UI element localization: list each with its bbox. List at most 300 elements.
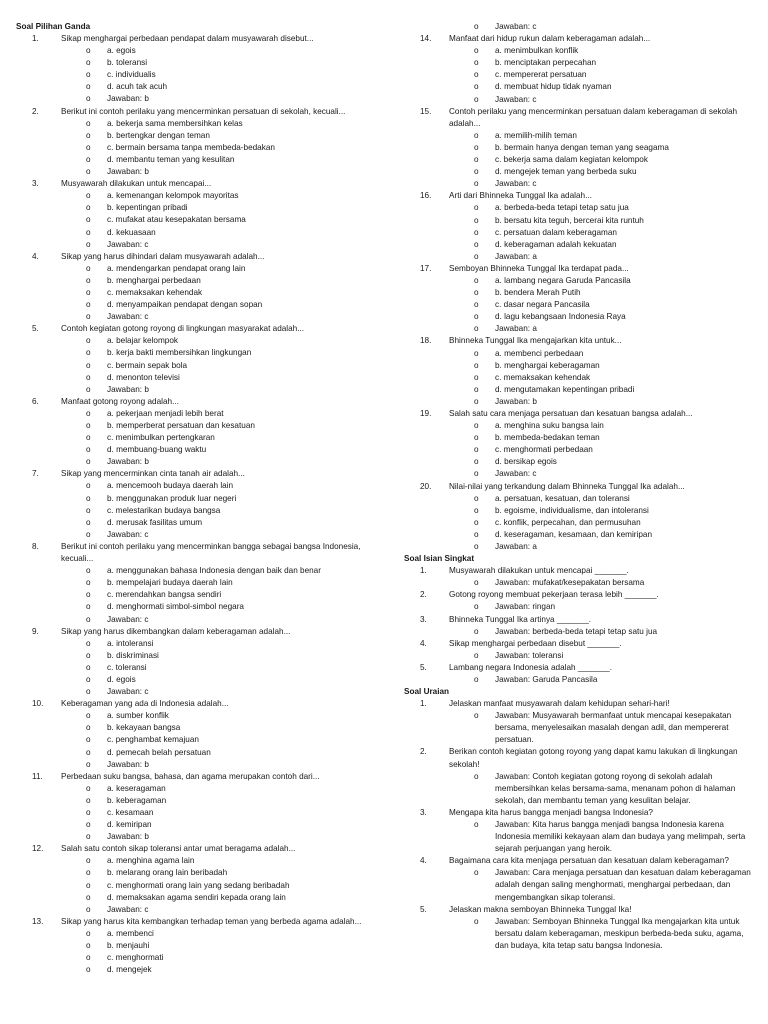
question-stem (16, 178, 362, 190)
option-text: c. bekerja sama dalam kegiatan kelompok (495, 155, 648, 165)
option-text: b. bersatu kita teguh, bercerai kita runtuh (495, 215, 644, 225)
option-text: d. merusak fasilitas umum (107, 517, 203, 527)
option-list (404, 493, 752, 553)
option-text: a. persatuan, kesatuan, dan toleransi (495, 493, 630, 503)
question-stem (404, 807, 752, 819)
option (16, 57, 362, 69)
option (16, 444, 362, 456)
bullet-icon: o (86, 336, 91, 346)
mc-question-list-right (404, 33, 752, 553)
option-text: Jawaban: b (107, 457, 149, 467)
option-text: b. egoisme, individualisme, dan intoleransi (495, 505, 649, 515)
option-text: d. menyampaikan pendapat dengan sopan (107, 300, 263, 310)
option-text: d. membuat hidup tidak nyaman (495, 82, 612, 92)
option-text: a. kemenangan kelompok mayoritas (107, 191, 239, 201)
bullet-icon: o (86, 517, 91, 527)
question-text: Berikut ini contoh perilaku yang mencerminkan persatuan di sekolah, kecuali... (61, 106, 346, 116)
question-number: 2. (32, 106, 39, 116)
answer-text: Jawaban: toleransi (495, 650, 564, 660)
question-item (16, 396, 362, 469)
bullet-icon: o (474, 396, 479, 406)
bullet-icon: o (474, 384, 479, 394)
option (404, 529, 752, 541)
bullet-icon: o (86, 203, 91, 213)
option (16, 662, 362, 674)
answer-text: Jawaban: Garuda Pancasila (495, 674, 598, 684)
option-text: b. menggunakan produk luar negeri (107, 493, 237, 503)
option-list (16, 783, 362, 843)
option (16, 747, 362, 759)
option (16, 589, 362, 601)
option-text: c. menimbulkan pertengkaran (107, 433, 215, 443)
option-text: Jawaban: b (107, 384, 149, 394)
bullet-icon: o (86, 46, 91, 56)
option (404, 239, 752, 251)
question-number: 5. (32, 324, 39, 334)
question-stem (404, 638, 752, 650)
option (16, 299, 362, 311)
question-item (16, 916, 362, 976)
option (404, 57, 752, 69)
bullet-icon: o (86, 275, 91, 285)
option-list (404, 202, 752, 262)
option (404, 251, 752, 263)
option (16, 360, 362, 372)
option-text: c. kesamaan (107, 808, 154, 817)
bullet-icon: o (86, 70, 91, 80)
option (16, 565, 362, 577)
option (404, 215, 752, 227)
question-text: Berikan contoh kegiatan gotong royong yang dapat kamu lakukan di lingkungan sekolah! (449, 747, 738, 769)
bullet-icon: o (86, 384, 91, 394)
option (16, 880, 362, 892)
option-text: d. lagu kebangsaan Indonesia Raya (495, 312, 626, 322)
option (16, 154, 362, 166)
option-text: b. menghargai keberagaman (495, 360, 600, 370)
option-text: a. menimbulkan konflik (495, 46, 579, 56)
option (16, 964, 362, 976)
bullet-icon: o (86, 215, 91, 225)
question-stem (404, 106, 752, 130)
option (404, 360, 752, 372)
question-number: 2. (420, 590, 427, 600)
option (16, 831, 362, 843)
question-stem (404, 335, 752, 347)
question-text: Salah satu contoh sikap toleransi antar umat beragama adalah... (61, 844, 296, 854)
question-stem (16, 771, 362, 783)
answer-text: Jawaban: Contoh kegiatan gotong royong di sekolah adalah membersihkan kelas bersama-sama, menanam pohon di halaman sekolah, dan membantu teman yang kesulitan belajar. (495, 771, 736, 805)
option-text: a. membenci (107, 928, 154, 938)
option-text: c. toleransi (107, 662, 147, 672)
question-item (404, 190, 752, 263)
bullet-icon: o (474, 251, 479, 261)
option-text: b. menjauhi (107, 941, 150, 951)
section-title-pilihan-ganda: Soal Pilihan Ganda (16, 22, 91, 31)
bullet-icon: o (86, 590, 91, 600)
option-text: a. belajar kelompok (107, 336, 178, 346)
option-text: a. egois (107, 46, 136, 56)
option-text: c. merendahkan bangsa sendiri (107, 590, 222, 600)
option (16, 93, 362, 105)
bullet-icon: o (86, 662, 91, 672)
question-number: 15. (420, 106, 432, 116)
option (16, 650, 362, 662)
option (16, 710, 362, 722)
option (16, 190, 362, 202)
option (404, 456, 752, 468)
question-text: Contoh kegiatan gotong royong di lingkungan masyarakat adalah... (61, 324, 305, 334)
bullet-icon: o (86, 965, 91, 975)
option-text: c. penghambat kemajuan (107, 735, 199, 745)
question-stem (404, 904, 752, 916)
option-text: b. mempelajari budaya daerah lain (107, 578, 233, 588)
question-text: Manfaat gotong royong adalah... (61, 396, 179, 406)
question-stem (16, 106, 362, 118)
option (404, 275, 752, 287)
bullet-icon: o (86, 674, 91, 684)
bullet-icon: o (86, 227, 91, 237)
question-item (404, 662, 752, 686)
option-text: Jawaban: c (107, 614, 149, 624)
option (404, 227, 752, 239)
option-text: Jawaban: c (495, 94, 537, 104)
bullet-icon: o (474, 493, 479, 503)
question-number: 10. (32, 699, 44, 709)
bullet-icon: o (86, 433, 91, 443)
option (404, 396, 752, 408)
option-text: d. mengejek teman yang berbeda suku (495, 167, 637, 177)
option (16, 722, 362, 734)
bullet-icon: o (86, 820, 91, 830)
option-text: d. egois (107, 674, 136, 684)
bullet-icon: o (86, 711, 91, 721)
option-list (16, 263, 362, 323)
bullet-icon: o (86, 735, 91, 745)
bullet-icon: o (86, 167, 91, 177)
bullet-icon: o (86, 566, 91, 576)
bullet-icon: o (474, 167, 479, 177)
question-text: Musyawarah dilakukan untuk mencapai _______. (449, 566, 629, 576)
question-stem (16, 626, 362, 638)
option-text: c. melestarikan budaya bangsa (107, 505, 221, 515)
question-text: Salah satu cara menjaga persatuan dan kesatuan bangsa adalah... (449, 409, 693, 418)
option-text: a. menghina suku bangsa lain (495, 421, 604, 431)
option-text: c. individualis (107, 70, 156, 80)
bullet-icon: o (86, 892, 91, 902)
answer (404, 771, 752, 807)
question-number: 17. (420, 263, 432, 273)
option-list (16, 710, 362, 770)
question-item (16, 468, 362, 541)
option-text: Jawaban: b (495, 396, 537, 406)
option (404, 432, 752, 444)
question-item (16, 698, 362, 771)
option (16, 855, 362, 867)
question-number: 3. (32, 179, 39, 189)
answer (404, 626, 752, 638)
option (404, 154, 752, 166)
option-text: a. sumber konflik (107, 711, 169, 721)
option-text: Jawaban: c (107, 687, 149, 697)
option-text: d. kemiripan (107, 820, 152, 830)
option-text: b. keberagaman (107, 795, 167, 805)
option (16, 601, 362, 613)
bullet-icon: o (86, 142, 91, 152)
bullet-icon: o (86, 263, 91, 273)
bullet-icon: o (474, 300, 479, 310)
option-text: d. menonton televisi (107, 372, 180, 382)
question-item (16, 323, 362, 396)
option (404, 142, 752, 154)
answer-text: Jawaban: mufakat/kesepakatan bersama (495, 578, 645, 588)
bullet-icon: o (474, 275, 479, 285)
option (16, 456, 362, 468)
option-list (16, 118, 362, 178)
option (404, 45, 752, 57)
option-text: c. mufakat atau kesepakatan bersama (107, 215, 246, 225)
option-text: a. memilih-milih teman (495, 130, 577, 140)
option-text: d. acuh tak acuh (107, 82, 168, 92)
answer (404, 650, 752, 662)
option (16, 81, 362, 93)
question-item (404, 565, 752, 589)
option (16, 493, 362, 505)
bullet-icon: o (86, 783, 91, 793)
answer-text: Jawaban: Musyawarah bermanfaat untuk mencapai kesepakatan bersama, menyelesaikan masalah dengan adil, dan mempererat persatuan. (495, 711, 732, 745)
bullet-icon: o (474, 771, 479, 781)
option-text: b. melarang orang lain beribadah (107, 868, 228, 878)
bullet-icon: o (86, 578, 91, 588)
question-number: 12. (32, 844, 44, 854)
option (16, 239, 362, 251)
option (404, 517, 752, 529)
question-stem (16, 541, 362, 565)
question-stem (404, 855, 752, 867)
question-item (16, 843, 362, 916)
answer (404, 674, 752, 686)
option (404, 323, 752, 335)
answer-text: Jawaban: berbeda-beda tetapi tetap satu jua (495, 626, 658, 636)
option-text: Jawaban: a (495, 542, 537, 552)
option-text: a. lambang negara Garuda Pancasila (495, 275, 631, 285)
bullet-icon: o (86, 481, 91, 491)
option (16, 118, 362, 130)
question-item (404, 481, 752, 554)
option (16, 408, 362, 420)
option (404, 299, 752, 311)
option-text: b. membeda-bedakan teman (495, 433, 600, 443)
bullet-icon: o (86, 493, 91, 503)
bullet-icon: o (474, 517, 479, 527)
bullet-icon: o (86, 457, 91, 467)
answer (404, 601, 752, 613)
question-item (404, 263, 752, 336)
option (404, 444, 752, 456)
answer (404, 867, 752, 903)
question-number: 1. (420, 566, 427, 576)
option-list (16, 565, 362, 625)
question-stem (404, 614, 752, 626)
option-text: c. mempererat persatuan (495, 70, 587, 80)
bullet-icon: o (474, 820, 479, 829)
option-text: b. diskriminasi (107, 650, 159, 660)
option-text: b. menciptakan perpecahan (495, 58, 597, 68)
option-text: Jawaban: c (495, 22, 537, 31)
bullet-icon: o (474, 529, 479, 539)
question-number: 3. (420, 614, 427, 624)
option-text: b. bendera Merah Putih (495, 288, 581, 298)
option (16, 952, 362, 964)
bullet-icon: o (474, 203, 479, 213)
option (16, 166, 362, 178)
question-number: 19. (420, 409, 432, 418)
question-stem (16, 698, 362, 710)
question-item (404, 614, 752, 638)
bullet-icon: o (474, 469, 479, 479)
question-item (404, 746, 752, 806)
option-text: c. menghormati (107, 953, 164, 963)
option-text: Jawaban: b (107, 167, 149, 177)
question-text: Contoh perilaku yang mencerminkan persatuan dalam keberagaman di sekolah adalah... (449, 106, 738, 128)
option-text: a. pekerjaan menjadi lebih berat (107, 408, 224, 418)
option (16, 734, 362, 746)
option-text: d. keberagaman adalah kekuatan (495, 239, 617, 249)
bullet-icon: o (474, 22, 479, 31)
question-item (404, 589, 752, 613)
bullet-icon: o (86, 82, 91, 92)
bullet-icon: o (474, 674, 479, 684)
option (404, 505, 752, 517)
question-text: Jelaskan makna semboyan Bhinneka Tunggal Ika! (449, 904, 632, 914)
option (16, 263, 362, 275)
option-list (404, 420, 752, 480)
bullet-icon: o (86, 445, 91, 455)
question-text: Keberagaman yang ada di Indonesia adalah... (61, 699, 229, 709)
question-item (16, 106, 362, 179)
question-number: 6. (32, 396, 39, 406)
option-text: Jawaban: c (495, 469, 537, 479)
option-text: d. menghormati simbol-simbol negara (107, 602, 244, 612)
option (404, 372, 752, 384)
bullet-icon: o (86, 602, 91, 612)
question-item (404, 33, 752, 106)
bullet-icon: o (474, 916, 479, 926)
carry-over-answer (404, 21, 752, 33)
question-item (404, 106, 752, 191)
option-list (404, 130, 752, 190)
option-text: d. bersikap egois (495, 457, 557, 467)
bullet-icon: o (86, 614, 91, 624)
option-list (16, 45, 362, 105)
bullet-icon: o (86, 360, 91, 370)
option (16, 940, 362, 952)
option (404, 202, 752, 214)
bullet-icon: o (86, 408, 91, 418)
option-text: c. konflik, perpecahan, dan permusuhan (495, 517, 641, 527)
bullet-icon: o (86, 941, 91, 951)
bullet-icon: o (474, 433, 479, 443)
option-text: d. keseragaman, kesamaan, dan kemiripan (495, 529, 653, 539)
bullet-icon: o (474, 58, 479, 68)
question-item (404, 408, 752, 481)
bullet-icon: o (474, 239, 479, 249)
question-number: 5. (420, 904, 427, 914)
option (16, 783, 362, 795)
question-text: Perbedaan suku bangsa, bahasa, dan agama merupakan contoh dari... (61, 771, 320, 781)
question-stem (404, 408, 752, 420)
question-number: 1. (420, 699, 427, 709)
bullet-icon: o (86, 650, 91, 660)
option-text: b. memperberat persatuan dan kesatuan (107, 421, 255, 430)
bullet-icon: o (86, 928, 91, 938)
bullet-icon: o (86, 880, 91, 890)
bullet-icon: o (86, 904, 91, 914)
option (404, 94, 752, 106)
bullet-icon: o (86, 348, 91, 358)
option (16, 517, 362, 529)
bullet-icon: o (86, 638, 91, 648)
option-text: b. bermain hanya dengan teman yang seagama (495, 142, 669, 152)
option (16, 867, 362, 879)
question-stem (16, 251, 362, 263)
option-text: a. berbeda-beda tetapi tetap satu jua (495, 203, 629, 213)
question-text: Jelaskan manfaat musyawarah dalam kehidupan sehari-hari! (449, 699, 670, 709)
option (404, 384, 752, 396)
option (16, 287, 362, 299)
question-stem (16, 396, 362, 408)
question-text: Sikap yang mencerminkan cinta tanah air adalah... (61, 469, 245, 479)
question-number: 4. (32, 251, 39, 261)
answer-text: Jawaban: ringan (495, 602, 556, 612)
question-number: 7. (32, 469, 39, 479)
option-list (16, 408, 362, 468)
question-number: 14. (420, 34, 432, 44)
question-item (404, 807, 752, 855)
section-title-uraian: Soal Uraian (404, 687, 450, 697)
bullet-icon: o (474, 227, 479, 237)
bullet-icon: o (86, 421, 91, 430)
option (16, 480, 362, 492)
option (16, 69, 362, 81)
option (16, 904, 362, 916)
question-number: 8. (32, 541, 39, 551)
answer (404, 710, 752, 746)
bullet-icon: o (474, 288, 479, 298)
option (404, 81, 752, 93)
option (16, 759, 362, 771)
question-item (404, 698, 752, 746)
bullet-icon: o (474, 46, 479, 56)
option-text: a. keseragaman (107, 783, 166, 793)
question-number: 18. (420, 336, 432, 346)
option-text: c. dasar negara Pancasila (495, 300, 590, 310)
answer-text: Jawaban: Semboyan Bhinneka Tunggal Ika mengajarkan kita untuk bersatu dalam keberagaman, meskipun berbeda-beda suku, agama, dan budaya, kita tetap satu bangsa Indonesia. (495, 916, 744, 950)
option (16, 614, 362, 626)
short-answer-list (404, 565, 752, 686)
question-stem (404, 698, 752, 710)
option-text: d. kekuasaan (107, 227, 156, 237)
question-item (16, 771, 362, 844)
question-item (404, 855, 752, 903)
bullet-icon: o (474, 360, 479, 370)
option (404, 493, 752, 505)
option-text: d. memaksakan agama sendiri kepada orang lain (107, 892, 286, 902)
option-text: Jawaban: b (107, 832, 149, 842)
option (16, 384, 362, 396)
option (16, 227, 362, 239)
question-item (16, 33, 362, 106)
option (16, 795, 362, 807)
